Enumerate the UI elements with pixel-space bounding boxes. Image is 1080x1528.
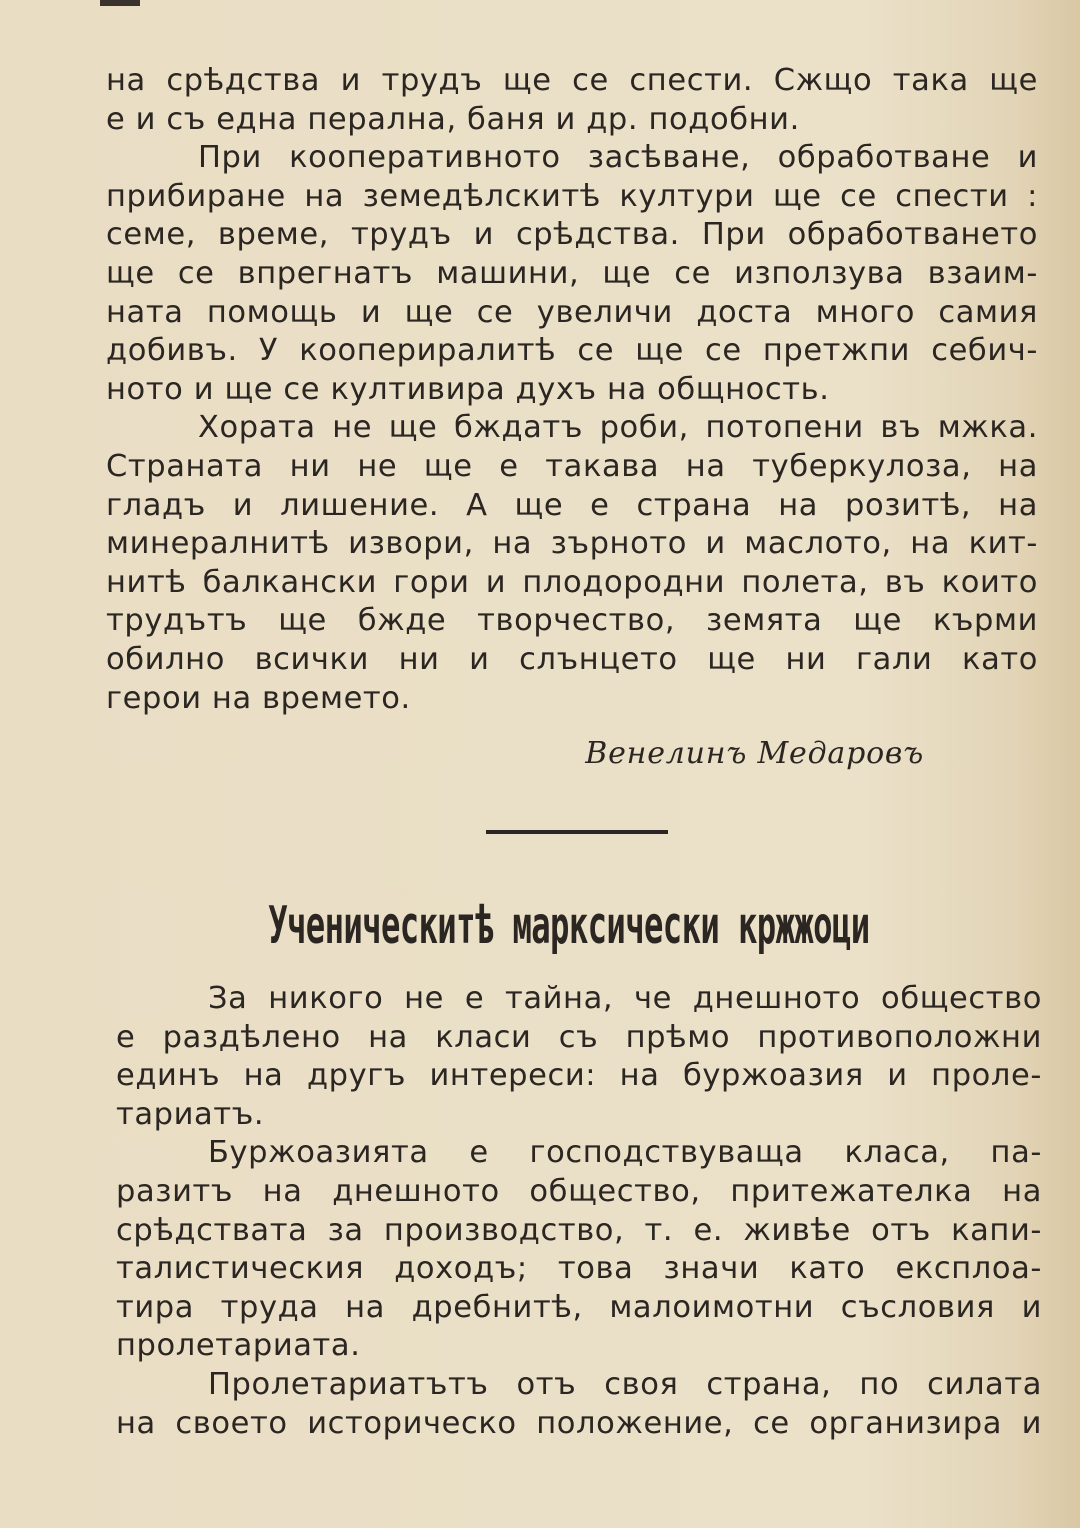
text-line: Хората не ще бждатъ роби, потопени въ мжка. — [198, 410, 1038, 446]
page-number-fragment — [100, 0, 140, 6]
text-line: талистическия доходъ; това значи като експлоа- — [116, 1251, 1042, 1287]
text-line: герои на времето. — [106, 680, 411, 716]
text-line: срѣдствата за производство, т. е. живѣе отъ капи- — [116, 1212, 1042, 1248]
text-line: Буржоазията е господствуваща класа, па- — [208, 1135, 1042, 1171]
text-line: гладъ и лишение. А ще е страна на розитѣ, на — [106, 487, 1038, 523]
text-line: минералнитѣ извори, на зърното и маслото, на кит- — [106, 526, 1038, 562]
text-line: добивъ. У коопериралитѣ се ще се претжпи себич- — [106, 333, 1038, 369]
text-line: обилно всички ни и слънцето ще ни гали като — [106, 641, 1038, 677]
text-line: е раздѣлено на класи съ прѣмо противоположни — [116, 1019, 1042, 1055]
text-line: нитѣ балкански гори и плодородни полета, въ които — [106, 564, 1038, 600]
author-signature: Венелинъ Медаровъ — [585, 736, 924, 771]
section-divider — [486, 830, 668, 834]
text-line: прибиране на земедѣлскитѣ култури ще се спести : — [106, 178, 1038, 214]
text-line: разитъ на днешното общество, притежателка на — [116, 1173, 1042, 1209]
text-line: ще се впрегнатъ машини, ще се използува взаим- — [106, 255, 1038, 291]
text-line: семе, време, трудъ и срѣдства. При обработването — [106, 217, 1038, 253]
text-line: тариатъ. — [116, 1096, 265, 1132]
article-body — [116, 980, 1042, 1443]
text-line: единъ на другъ интереси: на буржоазия и проле- — [116, 1058, 1042, 1094]
article-continuation — [106, 62, 1038, 718]
text-line: При кооперативното засѣване, обработване и — [198, 140, 1038, 176]
text-line: тира труда на дребнитѣ, малоимотни съсловия и — [116, 1289, 1042, 1325]
text-line: ното и ще се култивира духъ на общность. — [106, 371, 830, 407]
text-line: Пролетариатътъ отъ своя страна, по силата — [208, 1366, 1042, 1402]
text-line: ната помощь и ще се увеличи доста много самия — [106, 294, 1038, 330]
text-line: Страната ни не ще е такава на туберкулоза, на — [106, 448, 1038, 484]
text-line: на срѣдства и трудъ ще се спести. Сжщо така ще — [106, 63, 1038, 98]
text-line: трудътъ ще бжде творчество, земята ще кърми — [106, 603, 1038, 639]
text-line: е и съ една перална, баня и др. подобни. — [106, 101, 800, 137]
article-title: Ученическитѣ марксически кржжоци — [268, 896, 870, 956]
text-line: на своето историческо положение, се организира и — [116, 1405, 1042, 1441]
text-line: пролетариата. — [116, 1328, 361, 1364]
text-line: За никого не е тайна, че днешното общество — [208, 981, 1042, 1016]
